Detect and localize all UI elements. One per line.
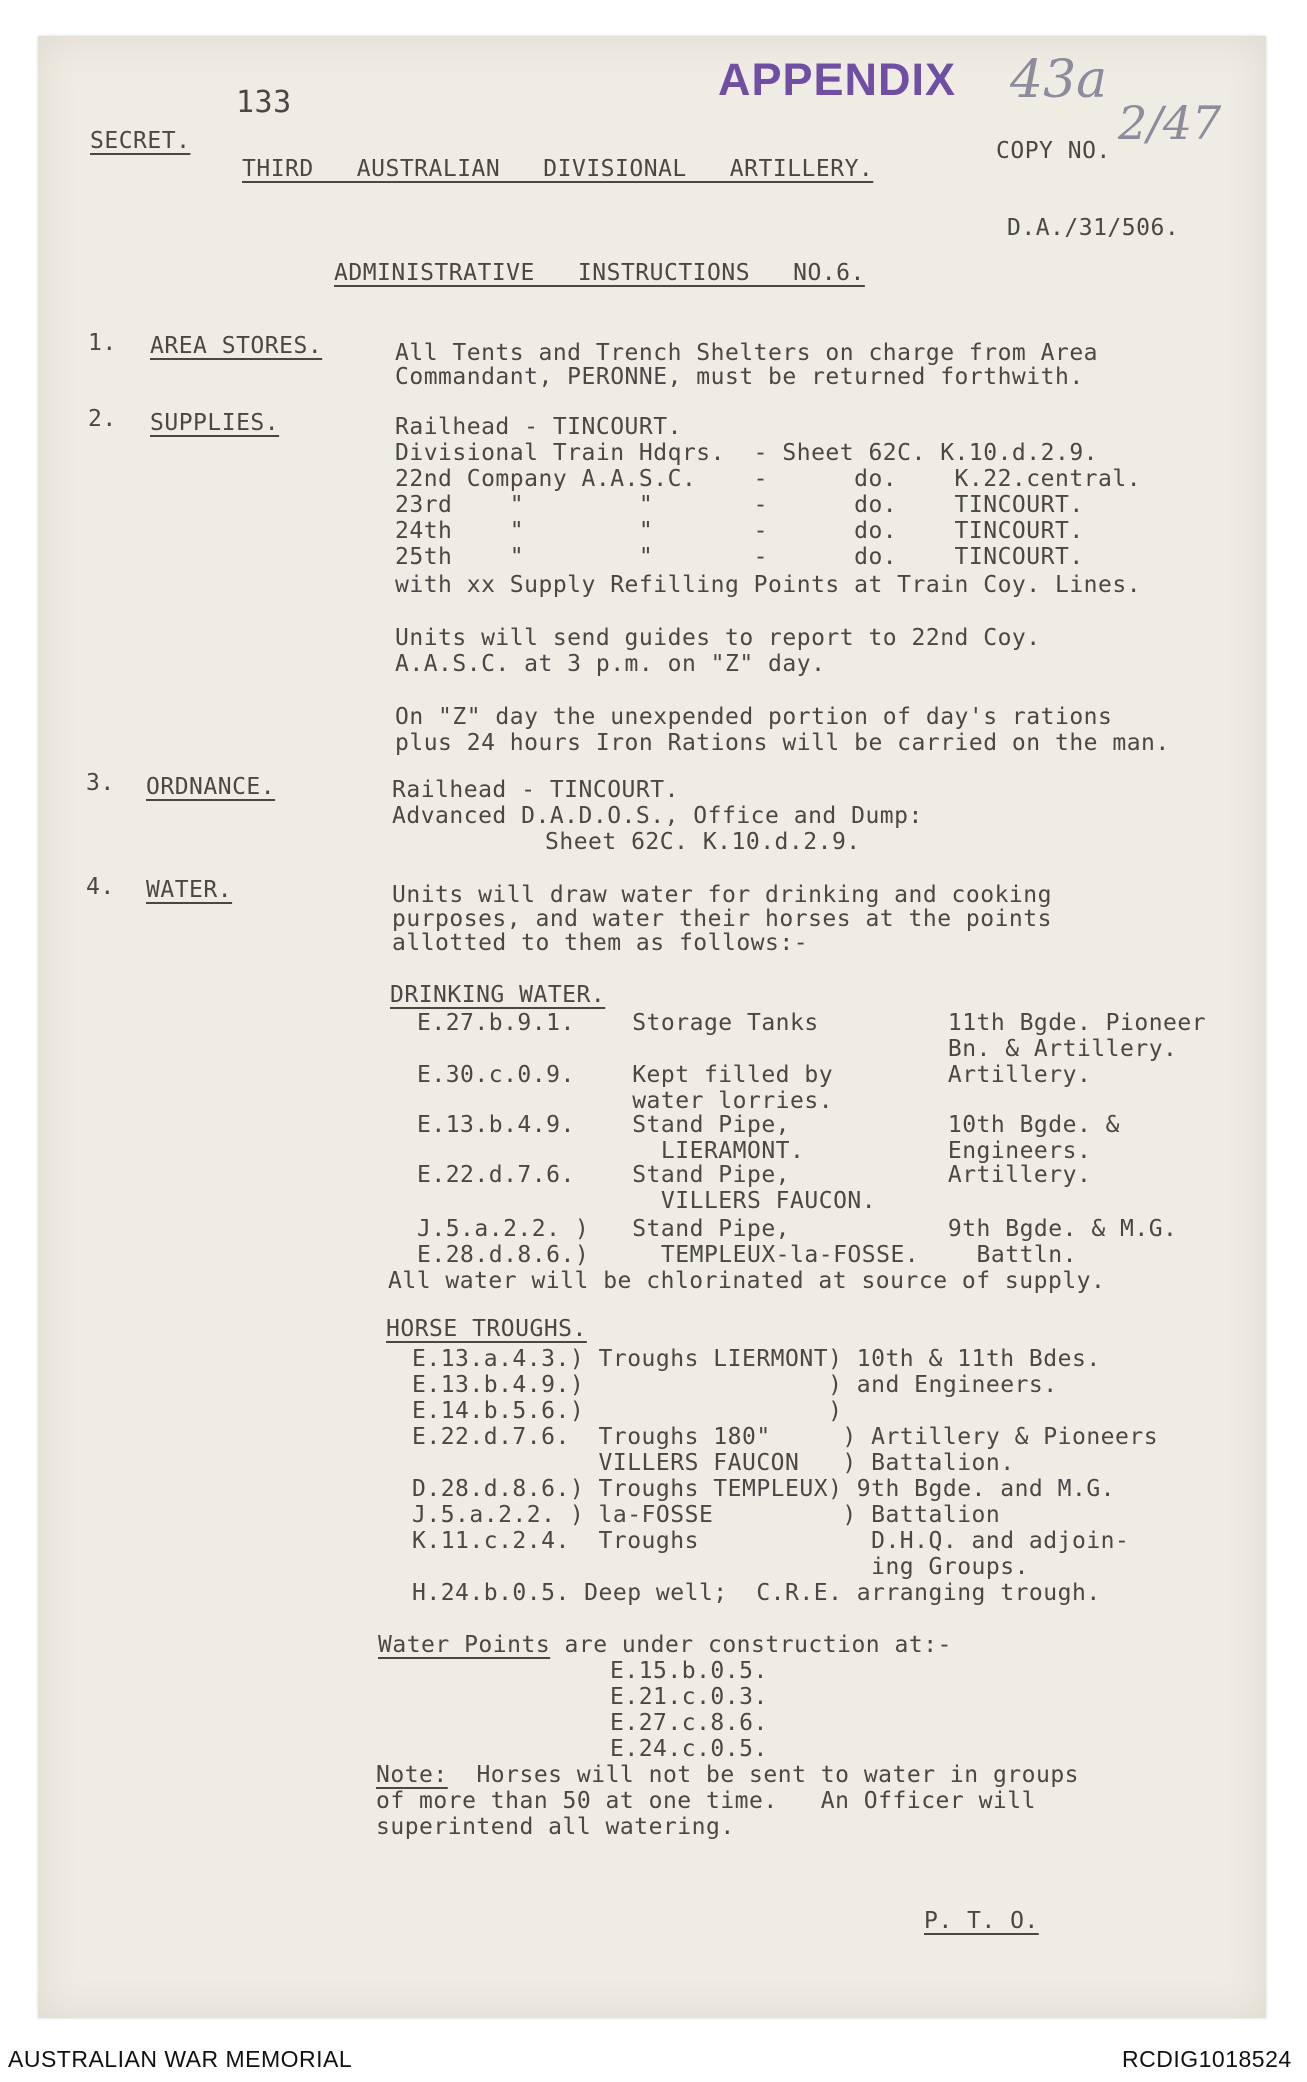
document-title: ADMINISTRATIVE INSTRUCTIONS NO.6. — [334, 260, 865, 286]
drinking-water-row: E.28.d.8.6.) TEMPLEUX-la-FOSSE. Battln. — [417, 1242, 1077, 1268]
note-line — [376, 1762, 1079, 1788]
appendix-stamp: APPENDIX — [718, 54, 957, 105]
horse-trough-row: E.13.a.4.3.) Troughs LIERMONT) 10th & 11th Bdes. — [412, 1346, 1101, 1372]
handwritten-fraction: 2/47 — [1118, 96, 1222, 150]
supplies-line: 23rd " " - do. TINCOURT. — [395, 492, 1084, 518]
note-label: Note: — [376, 1762, 448, 1788]
note-line: superintend all watering. — [376, 1814, 735, 1840]
drinking-water-row: water lorries. — [417, 1088, 834, 1114]
horse-trough-row: E.13.b.4.9.) ) and Engineers. — [412, 1372, 1058, 1398]
horse-trough-row: ing Groups. — [412, 1554, 1029, 1580]
horse-trough-row: H.24.b.0.5. Deep well; C.R.E. arranging trough. — [412, 1580, 1101, 1606]
document-reference: D.A./31/506. — [1007, 215, 1180, 241]
note-text: Horses will not be sent to water in groups — [447, 1762, 1080, 1788]
section-1-number: 1. — [88, 330, 117, 356]
water-point: E.15.b.0.5. — [610, 1658, 768, 1684]
supplies-line: plus 24 hours Iron Rations will be carried on the man. — [395, 730, 1170, 756]
page-number: 133 — [236, 85, 292, 120]
supplies-line: On "Z" day the unexpended portion of day's rations — [395, 704, 1113, 730]
water-point: E.27.c.8.6. — [610, 1710, 768, 1736]
horse-trough-row: J.5.a.2.2. ) la-FOSSE ) Battalion — [412, 1502, 1001, 1528]
section-4-number: 4. — [86, 874, 115, 900]
drinking-water-row: J.5.a.2.2. ) Stand Pipe, 9th Bgde. & M.G. — [417, 1216, 1178, 1242]
drinking-water-heading: DRINKING WATER. — [390, 982, 606, 1008]
water-intro: purposes, and water their horses at the points — [392, 906, 1052, 932]
supplies-line: with xx Supply Refilling Points at Train Coy. Lines. — [395, 572, 1142, 598]
drinking-water-row: VILLERS FAUCON. — [417, 1188, 877, 1214]
ordnance-line: Sheet 62C. K.10.d.2.9. — [545, 829, 861, 855]
section-1-heading: AREA STORES. — [150, 333, 323, 359]
footer-catalogue-id: RCDIG1018524 — [1122, 2046, 1292, 2072]
ordnance-line: Advanced D.A.D.O.S., Office and Dump: — [392, 803, 923, 829]
horse-trough-row: VILLERS FAUCON ) Battalion. — [412, 1450, 1015, 1476]
drinking-water-row: E.27.b.9.1. Storage Tanks 11th Bgde. Pioneer — [417, 1010, 1207, 1036]
water-point: E.24.c.0.5. — [610, 1736, 768, 1762]
section-2-heading: SUPPLIES. — [150, 410, 280, 436]
horse-troughs-heading: HORSE TROUGHS. — [386, 1316, 587, 1342]
footer-archive-name: AUSTRALIAN WAR MEMORIAL — [8, 2046, 353, 2072]
horse-trough-row: E.14.b.5.6.) ) — [412, 1398, 843, 1424]
secret-marking: SECRET. — [90, 128, 191, 154]
drinking-water-row: E.22.d.7.6. Stand Pipe, Artillery. — [417, 1162, 1092, 1188]
copy-number: COPY NO. — [996, 138, 1111, 164]
supplies-line: Railhead - TINCOURT. — [395, 414, 682, 440]
water-points-heading: Water Points — [378, 1632, 551, 1658]
chlorination-note: All water will be chlorinated at source of supply. — [388, 1268, 1106, 1294]
water-points-text: are under construction at:- — [550, 1632, 952, 1658]
section-1-text: All Tents and Trench Shelters on charge from Area — [395, 340, 1099, 366]
drinking-water-row: E.30.c.0.9. Kept filled by Artillery. — [417, 1062, 1092, 1088]
horse-trough-row: D.28.d.8.6.) Troughs TEMPLEUX) 9th Bgde. and M.G. — [412, 1476, 1116, 1502]
section-3-heading: ORDNANCE. — [146, 774, 276, 800]
water-intro: Units will draw water for drinking and cooking — [392, 882, 1052, 908]
handwritten-reference: 43a — [1010, 50, 1108, 110]
drinking-water-row: E.13.b.4.9. Stand Pipe, 10th Bgde. & — [417, 1112, 1121, 1138]
section-2-number: 2. — [88, 406, 117, 432]
ordnance-line: Railhead - TINCOURT. — [392, 777, 679, 803]
section-4-heading: WATER. — [146, 877, 233, 903]
water-intro: allotted to them as follows:- — [392, 930, 809, 956]
horse-trough-row: K.11.c.2.4. Troughs D.H.Q. and adjoin- — [412, 1528, 1130, 1554]
supplies-line: Divisional Train Hdqrs. - Sheet 62C. K.10.d.2.9. — [395, 440, 1099, 466]
section-3-number: 3. — [86, 770, 115, 796]
water-point: E.21.c.0.3. — [610, 1684, 768, 1710]
drinking-water-row: Bn. & Artillery. — [417, 1036, 1178, 1062]
supplies-line: 24th " " - do. TINCOURT. — [395, 518, 1084, 544]
supplies-line: 25th " " - do. TINCOURT. — [395, 544, 1084, 570]
supplies-line: Units will send guides to report to 22nd Coy. — [395, 625, 1041, 651]
drinking-water-row: LIERAMONT. Engineers. — [417, 1138, 1092, 1164]
supplies-line: 22nd Company A.A.S.C. - do. K.22.central. — [395, 466, 1142, 492]
unit-title: THIRD AUSTRALIAN DIVISIONAL ARTILLERY. — [242, 156, 874, 182]
supplies-line: A.A.S.C. at 3 p.m. on "Z" day. — [395, 651, 826, 677]
water-points-line — [378, 1632, 952, 1658]
horse-trough-row: E.22.d.7.6. Troughs 180" ) Artillery & Pioneers — [412, 1424, 1159, 1450]
section-1-text: Commandant, PERONNE, must be returned forthwith. — [395, 364, 1084, 390]
please-turn-over: P. T. O. — [924, 1908, 1039, 1934]
note-line: of more than 50 at one time. An Officer will — [376, 1788, 1036, 1814]
